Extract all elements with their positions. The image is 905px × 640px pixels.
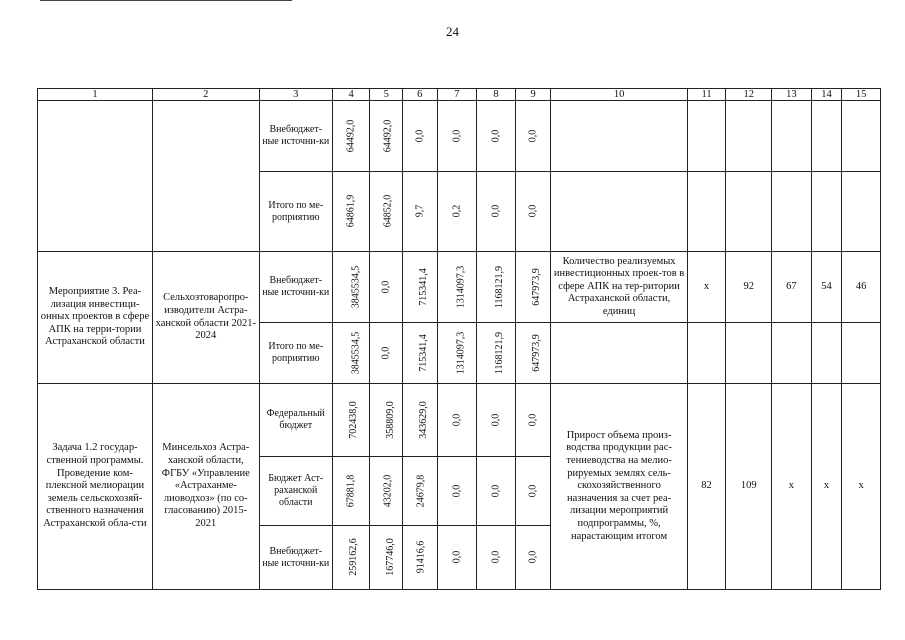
- value-cell: 0,0: [515, 526, 551, 590]
- header-cell: 2: [152, 89, 259, 101]
- empty-cell: [687, 172, 726, 252]
- value-cell: 67881,8: [332, 457, 370, 526]
- value-cell: 358809,0: [370, 384, 403, 457]
- program-table: [37, 88, 881, 590]
- empty-cell: [772, 101, 812, 172]
- value-cell: 0,0: [477, 101, 516, 172]
- executor: Сельхозтоваропро-изводители Астра-ханской области 2021-2024: [152, 252, 259, 384]
- header-cell: 8: [477, 89, 516, 101]
- value-cell: 64852,0: [370, 172, 403, 252]
- header-cell: 15: [842, 89, 881, 101]
- value-cell: 259162,6: [332, 526, 370, 590]
- value-cell: 167746,0: [370, 526, 403, 590]
- empty-cell: [551, 172, 687, 252]
- top-rule: [40, 0, 292, 1]
- value-cell: 0,2: [437, 172, 477, 252]
- value-cell: 0,0: [477, 457, 516, 526]
- indicator-value: 82: [687, 384, 726, 590]
- header-cell: 1: [38, 89, 153, 101]
- funding-source: Внебюджет-ные источни-ки: [259, 526, 332, 590]
- header-cell: 7: [437, 89, 477, 101]
- empty-cell: [811, 101, 842, 172]
- empty-cell: [842, 101, 881, 172]
- value-cell: 64861,9: [332, 172, 370, 252]
- value-cell: 24679,8: [403, 457, 438, 526]
- value-cell: 91416,6: [403, 526, 438, 590]
- value-cell: 702438,0: [332, 384, 370, 457]
- header-cell: 5: [370, 89, 403, 101]
- table-row: [38, 384, 881, 457]
- empty-cell: [726, 172, 772, 252]
- indicator-value: 92: [726, 252, 772, 323]
- value-cell: 1314097,3: [437, 252, 477, 323]
- empty-cell: [811, 172, 842, 252]
- value-cell: 9,7: [403, 172, 438, 252]
- empty-cell: [152, 101, 259, 252]
- value-cell: 0,0: [515, 101, 551, 172]
- value-cell: 0,0: [437, 526, 477, 590]
- empty-cell: [38, 101, 153, 252]
- value-cell: 1314097,3: [437, 323, 477, 384]
- indicator-value: х: [811, 384, 842, 590]
- value-cell: 3845534,5: [332, 323, 370, 384]
- value-cell: 0,0: [477, 384, 516, 457]
- value-cell: 715341,4: [403, 252, 438, 323]
- value-cell: 647973,9: [515, 252, 551, 323]
- indicator-name: Прирост объема произ-водства продукции рас-тениеводства на мелио-рируемых землях сель-скохозяйственного назначения за счет реа-лизации мероприятий подпрограммы, %, нарастающим итогом: [551, 384, 687, 590]
- indicator-value: 109: [726, 384, 772, 590]
- funding-source: Внебюджет-ные источни-ки: [259, 252, 332, 323]
- header-cell: 3: [259, 89, 332, 101]
- column-numbers-row: [38, 89, 881, 101]
- value-cell: 64492,0: [332, 101, 370, 172]
- header-cell: 6: [403, 89, 438, 101]
- empty-cell: [842, 323, 881, 384]
- value-cell: 0,0: [403, 101, 438, 172]
- value-cell: 0,0: [370, 252, 403, 323]
- table-row: [38, 252, 881, 323]
- value-cell: 3845534,5: [332, 252, 370, 323]
- empty-cell: [551, 323, 687, 384]
- header-cell: 4: [332, 89, 370, 101]
- value-cell: 0,0: [515, 384, 551, 457]
- header-cell: 13: [772, 89, 812, 101]
- empty-cell: [687, 101, 726, 172]
- empty-cell: [772, 323, 812, 384]
- value-cell: 0,0: [437, 101, 477, 172]
- value-cell: 64492,0: [370, 101, 403, 172]
- empty-cell: [811, 323, 842, 384]
- indicator-value: 46: [842, 252, 881, 323]
- value-cell: 0,0: [437, 384, 477, 457]
- task-title: Задача 1.2 государ-ственной программы. Проведение ком-плексной мелиорации земель сельскохозяй-ственного назначения Астраханской обла-сти: [38, 384, 153, 590]
- table-row: [38, 101, 881, 172]
- value-cell: 1168121,9: [477, 323, 516, 384]
- funding-source: Внебюджет-ные источни-ки: [259, 101, 332, 172]
- header-cell: 14: [811, 89, 842, 101]
- value-cell: 0,0: [477, 526, 516, 590]
- indicator-value: х: [842, 384, 881, 590]
- indicator-value: х: [687, 252, 726, 323]
- value-cell: 715341,4: [403, 323, 438, 384]
- indicator-value: 54: [811, 252, 842, 323]
- header-cell: 10: [551, 89, 687, 101]
- value-cell: 43202,0: [370, 457, 403, 526]
- value-cell: 0,0: [477, 172, 516, 252]
- executor: Минсельхоз Астра-ханской области, ФГБУ «Управление «Астраханме-лиоводхоз» (по со-гласованию) 2015-2021: [152, 384, 259, 590]
- measure-title: Мероприятие 3. Реа-лизация инвестици-онных проектов в сфере АПК на терри-тории Астраханской области: [38, 252, 153, 384]
- empty-cell: [772, 172, 812, 252]
- value-cell: 0,0: [515, 457, 551, 526]
- header-cell: 11: [687, 89, 726, 101]
- value-cell: 0,0: [437, 457, 477, 526]
- empty-cell: [842, 172, 881, 252]
- header-cell: 9: [515, 89, 551, 101]
- page-number: 24: [446, 24, 459, 39]
- empty-cell: [687, 323, 726, 384]
- value-cell: 343629,0: [403, 384, 438, 457]
- indicator-value: 67: [772, 252, 812, 323]
- value-cell: 0,0: [370, 323, 403, 384]
- empty-cell: [551, 101, 687, 172]
- funding-source: Итого по ме-роприятию: [259, 172, 332, 252]
- funding-source: Федеральный бюджет: [259, 384, 332, 457]
- indicator-name: Количество реализуемых инвестиционных проек-тов в сфере АПК на тер-ритории Астраханской области, единиц: [551, 252, 687, 323]
- empty-cell: [726, 101, 772, 172]
- value-cell: 0,0: [515, 172, 551, 252]
- funding-source: Бюджет Аст-раханской области: [259, 457, 332, 526]
- value-cell: 1168121,9: [477, 252, 516, 323]
- header-cell: 12: [726, 89, 772, 101]
- value-cell: 647973,9: [515, 323, 551, 384]
- funding-source: Итого по ме-роприятию: [259, 323, 332, 384]
- empty-cell: [726, 323, 772, 384]
- indicator-value: х: [772, 384, 812, 590]
